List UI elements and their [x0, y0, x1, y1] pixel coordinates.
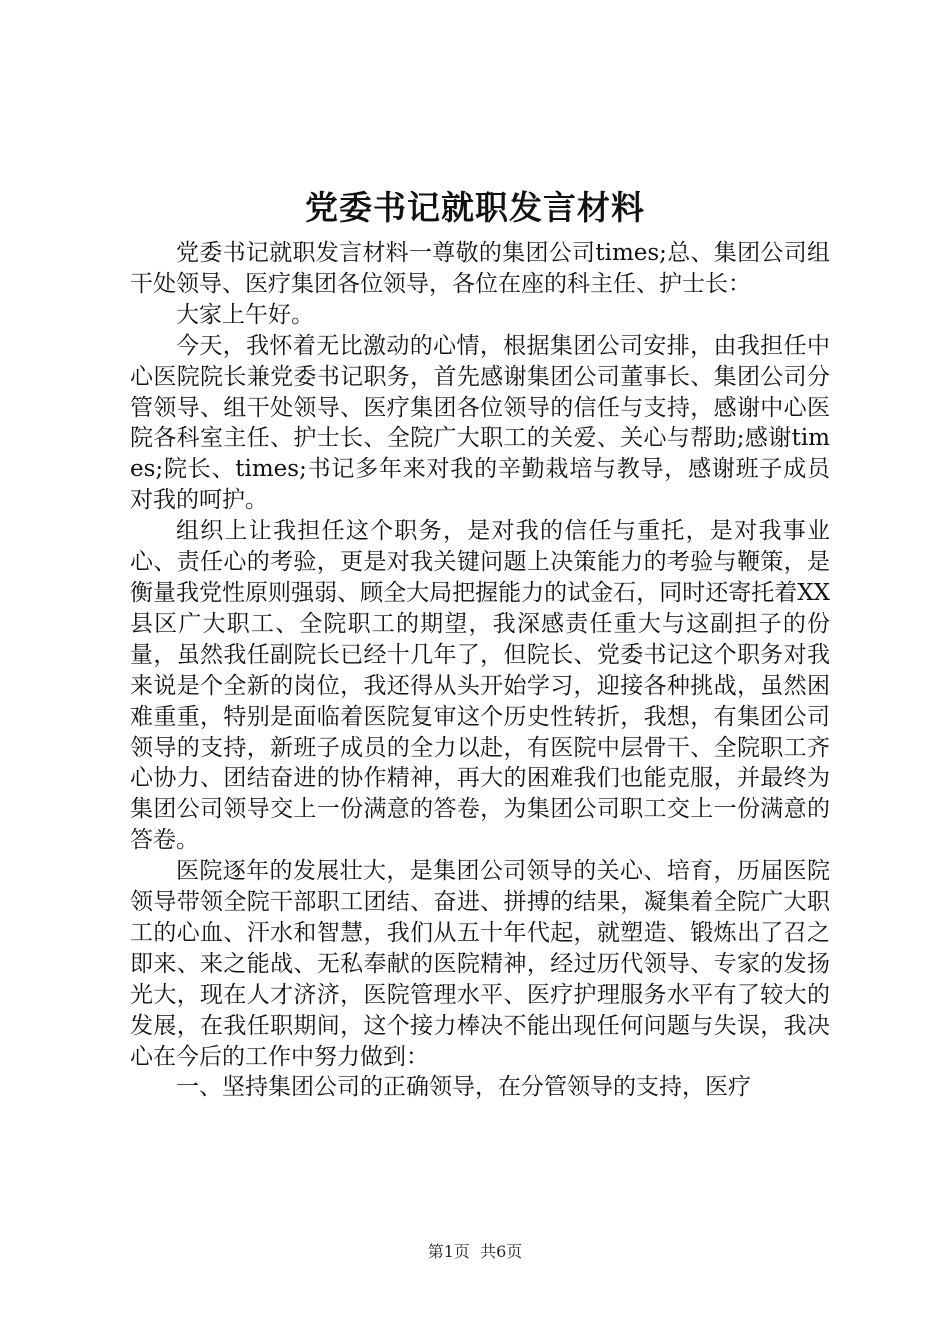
page-number-total: 共6页 [480, 1242, 523, 1261]
page-title: 党委书记就职发言材料 [305, 188, 645, 227]
paragraph-greeting: 大家上午好。 [176, 301, 314, 328]
paragraph-salutation: 党委书记就职发言材料一尊敬的集团公司times;总、集团公司组干处领导、医疗集团各位领导，各位在座的科主任、护士长： [130, 240, 830, 297]
paragraph-responsibility: 组织上让我担任这个职务，是对我的信任与重托，是对我事业心、责任心的考验，更是对我关键问题上决策能力的考验与鞭策，是衡量我党性原则强弱、顾全大局把握能力的试金石，同时还寄托着XX县区广大职工、全院职工的期望，我深感责任重大与这副担子的份量，虽然我任副院长已经十几年了，但院长、党委书记这个职务对我来说是个全新的岗位，我还得从头开始学习，迎接各种挑战，虽然困难重重，特别是面临着医院复审这个历史性转折，我想，有集团公司领导的支持，新班子成员的全力以赴，有医院中层骨干、全院职工齐心协力、团结奋进的协作精神，再大的困难我们也能克服，并最终为集团公司领导交上一份满意的答卷，为集团公司职工交上一份满意的答卷。 [130, 518, 830, 854]
document-body [130, 238, 830, 1103]
paragraph-point-one: 一、坚持集团公司的正确领导，在分管领导的支持，医疗 [176, 1074, 751, 1101]
page-footer [0, 1240, 950, 1264]
paragraph-thanks: 今天，我怀着无比激动的心情，根据集团公司安排，由我担任中心医院院长兼党委书记职务，首先感谢集团公司董事长、集团公司分管领导、组干处领导、医疗集团各位领导的信任与支持，感谢中心医院各科室主任、护士长、全院广大职工的关爱、关心与帮助;感谢times;院长、times;书记多年来对我的辛勤栽培与教导，感谢班子成员对我的呵护。 [130, 332, 830, 514]
paragraph-hospital-development: 医院逐年的发展壮大，是集团公司领导的关心、培育，历届医院领导带领全院干部职工团结、奋进、拼搏的结果，凝集着全院广大职工的心血、汗水和智慧，我们从五十年代起，就塑造、锻炼出了召之即来、来之能战、无私奉献的医院精神，经过历代领导、专家的发扬光大，现在人才济济，医院管理水平、医疗护理服务水平有了较大的发展，在我任职期间，这个接力棒决不能出现任何问题与失误，我决心在今后的工作中努力做到： [130, 858, 830, 1070]
page-number-current: 第1页 [427, 1242, 470, 1261]
